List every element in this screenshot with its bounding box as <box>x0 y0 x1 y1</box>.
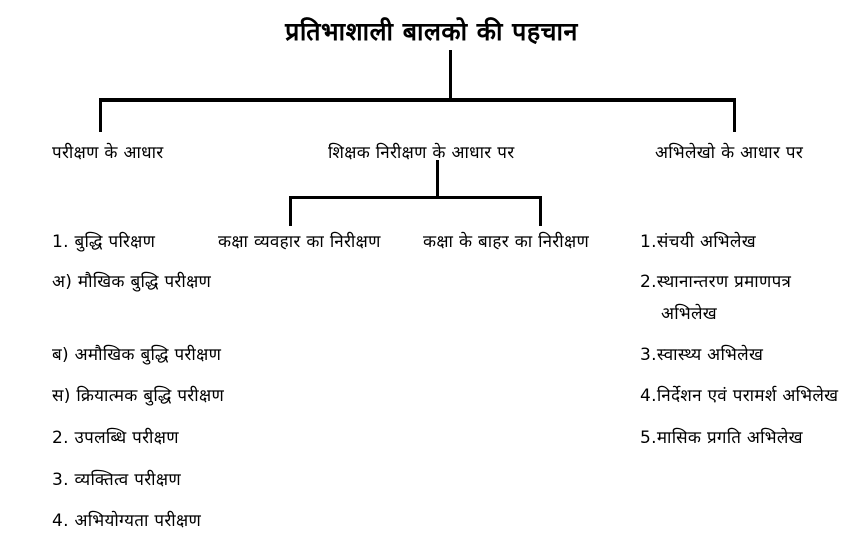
exam-item: स) क्रियात्मक बुद्धि परीक्षण <box>52 386 225 406</box>
right-branch-line <box>733 98 736 132</box>
left-branch-line <box>99 98 102 132</box>
branch-records-label: अभिलेखो के आधार पर <box>655 143 804 163</box>
exam-item: 3. व्यक्तित्व परीक्षण <box>52 470 181 490</box>
branch-teacher-label: शिक्षक निरीक्षण के आधार पर <box>328 143 515 163</box>
exam-item: अ) मौखिक बुद्धि परीक्षण <box>52 272 212 292</box>
teacher-horizontal-line <box>289 196 542 199</box>
title-stem-line <box>449 50 452 100</box>
record-item: 2.स्थानान्तरण प्रमाणपत्र <box>640 272 792 292</box>
teacher-sub-outside: कक्षा के बाहर का निरीक्षण <box>423 232 590 252</box>
record-item: 3.स्वास्थ्य अभिलेख <box>640 345 764 365</box>
record-item-continuation: अभिलेख <box>661 304 717 324</box>
exam-item: ब) अमौखिक बुद्धि परीक्षण <box>52 345 222 365</box>
teacher-stem-line <box>436 160 439 198</box>
record-item: 1.संचयी अभिलेख <box>640 232 756 252</box>
exam-item: 4. अभियोग्यता परीक्षण <box>52 511 202 531</box>
teacher-right-drop-line <box>539 196 542 226</box>
exam-item: 2. उपलब्धि परीक्षण <box>52 428 179 448</box>
record-item: 5.मासिक प्रगति अभिलेख <box>640 428 803 448</box>
record-item: 4.निर्देशन एवं परामर्श अभिलेख <box>640 386 839 406</box>
teacher-left-drop-line <box>289 196 292 226</box>
branch-exam-label: परीक्षण के आधार <box>52 143 164 163</box>
diagram-title: प्रतिभाशाली बालको की पहचान <box>285 17 578 46</box>
top-horizontal-line <box>99 98 736 102</box>
teacher-sub-classroom: कक्षा व्यवहार का निरीक्षण <box>218 232 381 252</box>
exam-item: 1. बुद्धि परिक्षण <box>52 232 156 252</box>
